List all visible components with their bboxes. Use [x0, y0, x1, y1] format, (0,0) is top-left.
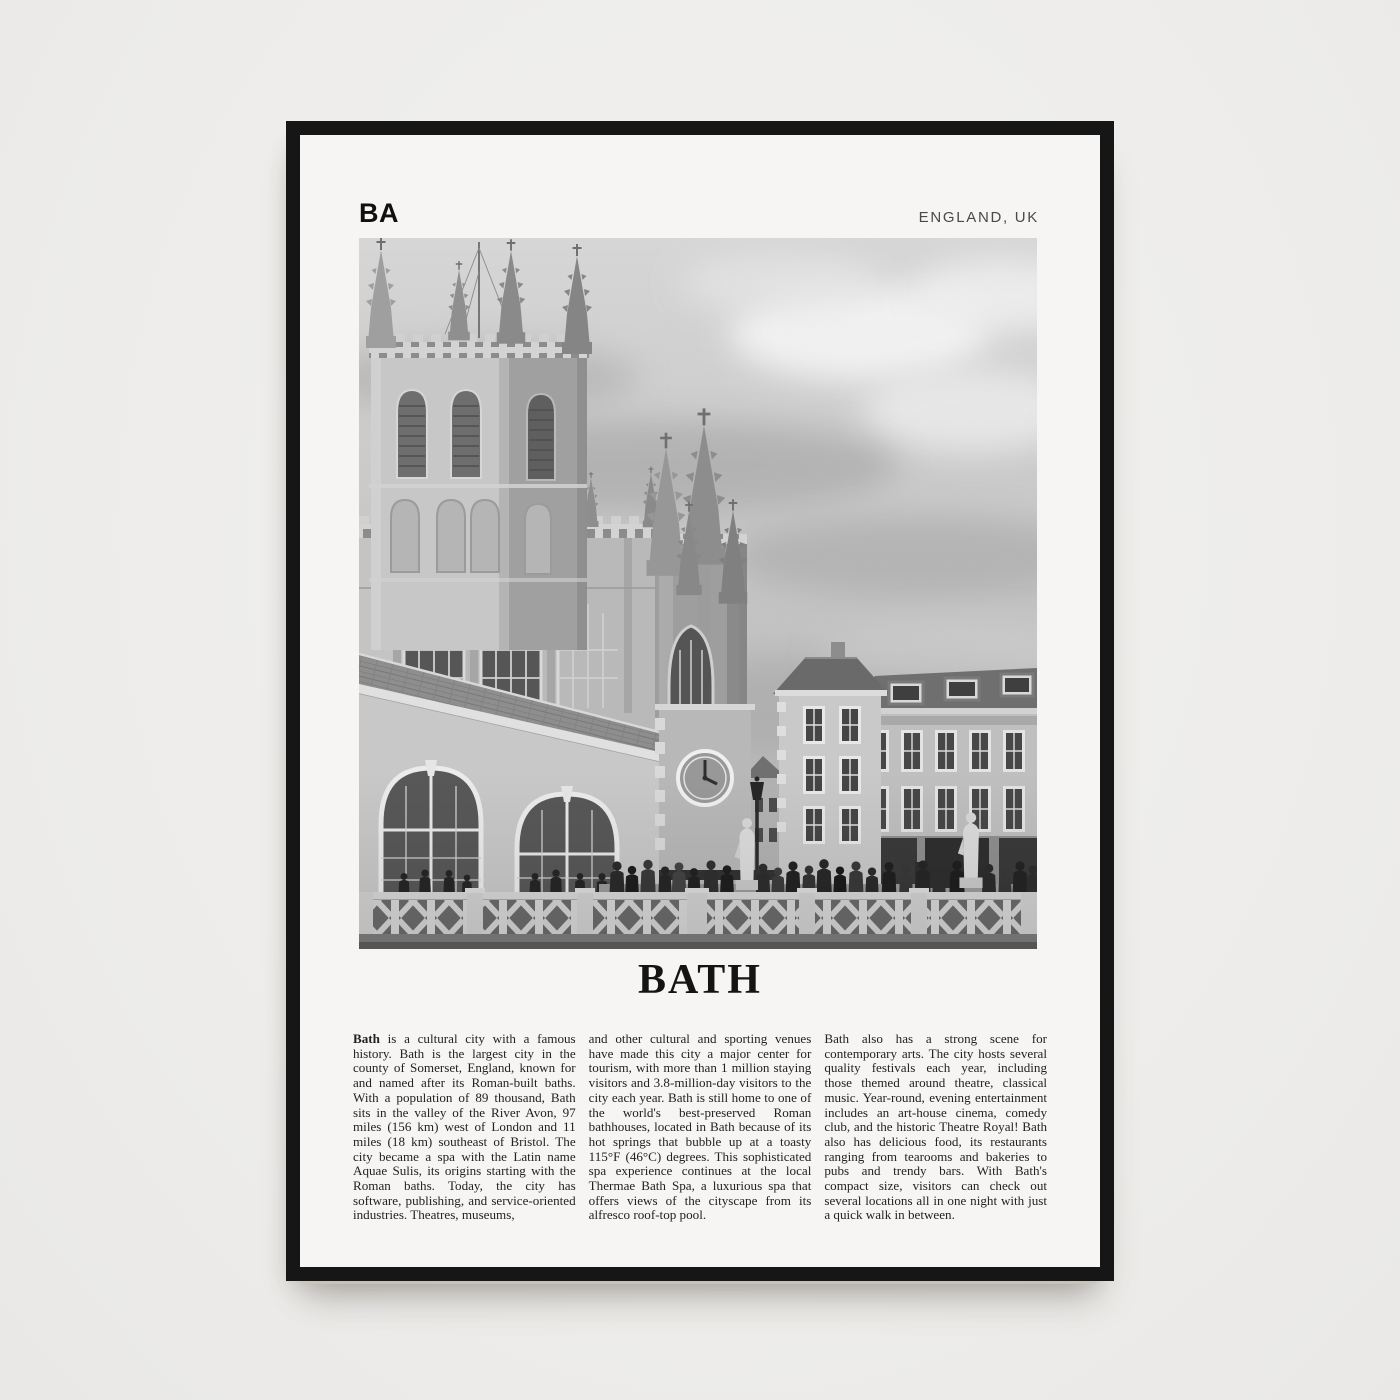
picture-frame	[286, 121, 1114, 1281]
article-column-1	[353, 1032, 576, 1223]
poster-header	[359, 198, 1039, 229]
poster-title: BATH	[638, 957, 762, 1003]
article-column-1-text: is a cultural city with a famous history. Bath is the largest city in the county of Somerset, England, known for and named after its Roman-built baths. With a population of 89 thousand, Bath sits in the valley of the River Avon, 97 miles (156 km) west of London and 11 miles (18 km) southeast of Bristol. The city became a spa with the Latin name Aquae Sulis, its origins starting with the Roman baths. Today, the city has software, publishing, and service-oriented industries. Theatres, museums,	[353, 1031, 576, 1223]
article-column-3-text: Bath also has a strong scene for contemporary arts. The city hosts several quality festivals each year, including those themed around theatre, classical music. Year-round, evening entertainment includes an art-house cinema, comedy club, and the historic Theatre Royal! Bath also has delicious food, its restaurants ranging from tearooms and bakeries to pubs and trendy bars. With Bath's compact size, visitors can check out several locations all in one night with just a quick walk in between.	[824, 1031, 1048, 1223]
article-column-2-text: and other cultural and sporting venues have made this city a major center for tourism, with more than 1 million staying visitors and 3.8-million-day visitors to the city each year. Bath is still home to one of the world's best-preserved Roman bathhouses, located in Bath because of its hot springs that bubble up at a toasty 115°F (46°C) degrees. This sophisticated spa experience continues at the local Thermae Bath Spa, a luxurious spa that offers views of the cityscape from its alfresco roof-top pool.	[588, 1031, 812, 1223]
poster	[300, 135, 1100, 1267]
article-column-2	[589, 1032, 812, 1223]
article-lead-word: Bath	[353, 1031, 380, 1046]
bath-photo	[359, 238, 1037, 949]
article-column-3	[824, 1032, 1047, 1223]
article-columns	[353, 1032, 1047, 1223]
frame-bottom-highlight	[304, 1281, 1096, 1284]
city-initials: BA	[359, 198, 399, 228]
country-label: ENGLAND, UK	[918, 209, 1039, 226]
bath-photo-illustration	[359, 238, 1037, 949]
